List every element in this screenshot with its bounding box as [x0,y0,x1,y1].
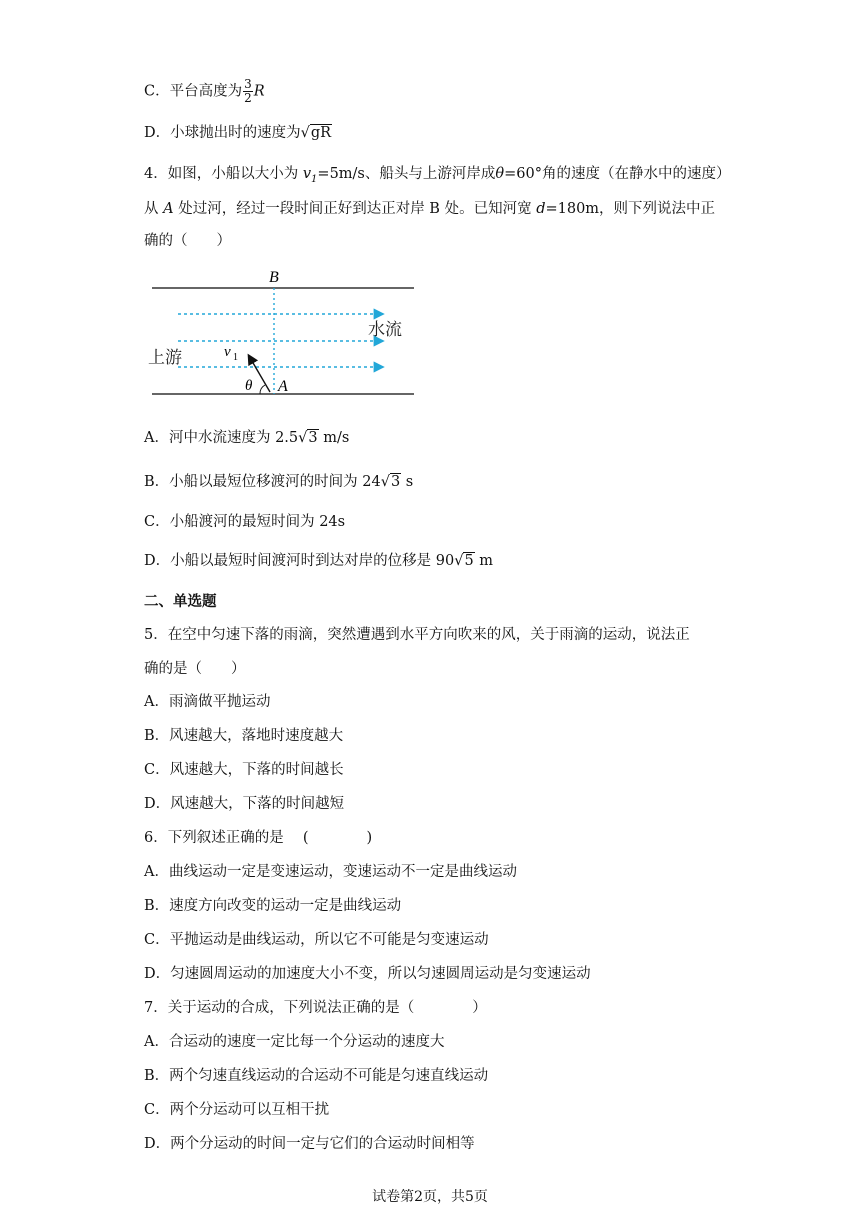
q7-option-b: B．两个匀速直线运动的合运动不可能是匀速直线运动 [144,1068,489,1084]
q3-option-c [144,78,265,105]
sqrt: √3 [380,474,401,490]
label-v1-subscript: 1 [233,352,238,363]
q5-stem-line2: 确的是（ ） [144,661,246,677]
q4-stem-line2 [144,199,715,219]
q7-option-d: D．两个分运动的时间一定与它们的合运动时间相等 [144,1136,475,1152]
var-a: A [163,201,174,217]
q4-option-c: C．小船渡河的最短时间为 24s [144,514,346,530]
q4-stem-part: 从 [144,201,164,217]
q4-stem-part: =5m/s、船头与上游河岸成 [317,166,496,182]
label-upstream: 上游 [148,348,182,368]
q6-option-a: A．曲线运动一定是变速运动，变速运动不一定是曲线运动 [144,864,517,880]
q4-stem-part: =180m，则下列说法中正 [545,201,716,217]
fraction-numerator: 3 [244,77,252,91]
q7-option-a: A．合运动的速度一定比每一个分运动的速度大 [144,1034,445,1050]
q6-option-b: B．速度方向改变的运动一定是曲线运动 [144,898,402,914]
sqrt-radicand: 3 [308,430,318,446]
label-a: A [278,378,288,395]
var-d: d [536,201,546,217]
q6-stem: 6．下列叙述正确的是 ( ) [144,830,373,846]
q4-option-b [144,472,413,492]
sqrt: √5 [454,553,474,569]
q7-stem: 7．关于运动的合成，下列说法正确的是（ ） [144,1000,487,1016]
label-b: B [269,269,279,286]
q3-option-d-prefix: D．小球抛出时的速度为 [144,125,301,141]
sqrt-gr: √gR [300,125,332,141]
var-v-subscript: 1 [311,173,318,185]
option-text: B．小船以最短位移渡河的时间为 24 [144,474,381,490]
q4-stem-part: =60°角的速度（在静水中的速度） [504,166,731,182]
label-water-flow: 水流 [368,320,402,340]
q5-option-d: D．风速越大，下落的时间越短 [144,796,345,812]
q4-stem-part: 4．如图，小船以大小为 [144,166,303,182]
q5-option-b: B．风速越大，落地时速度越大 [144,728,344,744]
fraction-3-2 [243,78,253,105]
var-theta: θ [495,166,505,182]
variable-r: R [253,83,265,100]
q3-option-d [144,123,332,143]
sqrt-radicand: gR [310,125,332,141]
q4-stem-line1 [144,164,730,190]
sqrt-radicand: 3 [390,474,401,490]
q6-option-c: C．平抛运动是曲线运动，所以它不可能是匀变速运动 [144,932,489,948]
option-text: D．小船以最短时间渡河时到达对岸的位移是 90 [144,553,455,569]
q5-option-c: C．风速越大，下落的时间越长 [144,762,344,778]
q5-stem-line1: 5．在空中匀速下落的雨滴，突然遭遇到水平方向吹来的风，关于雨滴的运动，说法正 [144,627,690,643]
q4-option-a [144,428,349,448]
q4-stem-part: 处过河，经过一段时间正好到达正对岸 B 处。已知河宽 [173,201,537,217]
option-text: A．河中水流速度为 2.5 [144,430,299,446]
page-footer: 试卷第2页，共5页 [372,1189,488,1205]
q7-option-c: C．两个分运动可以互相干扰 [144,1102,330,1118]
var-v: v [302,166,312,182]
q4-stem-line3: 确的（ ） [144,233,231,249]
q6-option-d: D．匀速圆周运动的加速度大小不变，所以匀速圆周运动是匀变速运动 [144,966,591,982]
option-unit: s [401,474,414,490]
theta-arc [260,385,265,394]
q4-option-d [144,551,493,571]
option-unit: m/s [318,430,350,446]
sqrt-radicand: 5 [464,553,474,569]
river-crossing-diagram [148,268,418,404]
section-heading: 二、单选题 [144,593,217,610]
option-unit: m [474,553,494,569]
fraction-denominator: 2 [244,91,252,105]
sqrt: √3 [298,430,318,446]
q5-option-a: A．雨滴做平抛运动 [144,694,271,710]
label-theta: θ [245,378,253,394]
label-v1: v [224,344,231,360]
q3-option-c-prefix: C．平台高度为 [144,83,243,100]
